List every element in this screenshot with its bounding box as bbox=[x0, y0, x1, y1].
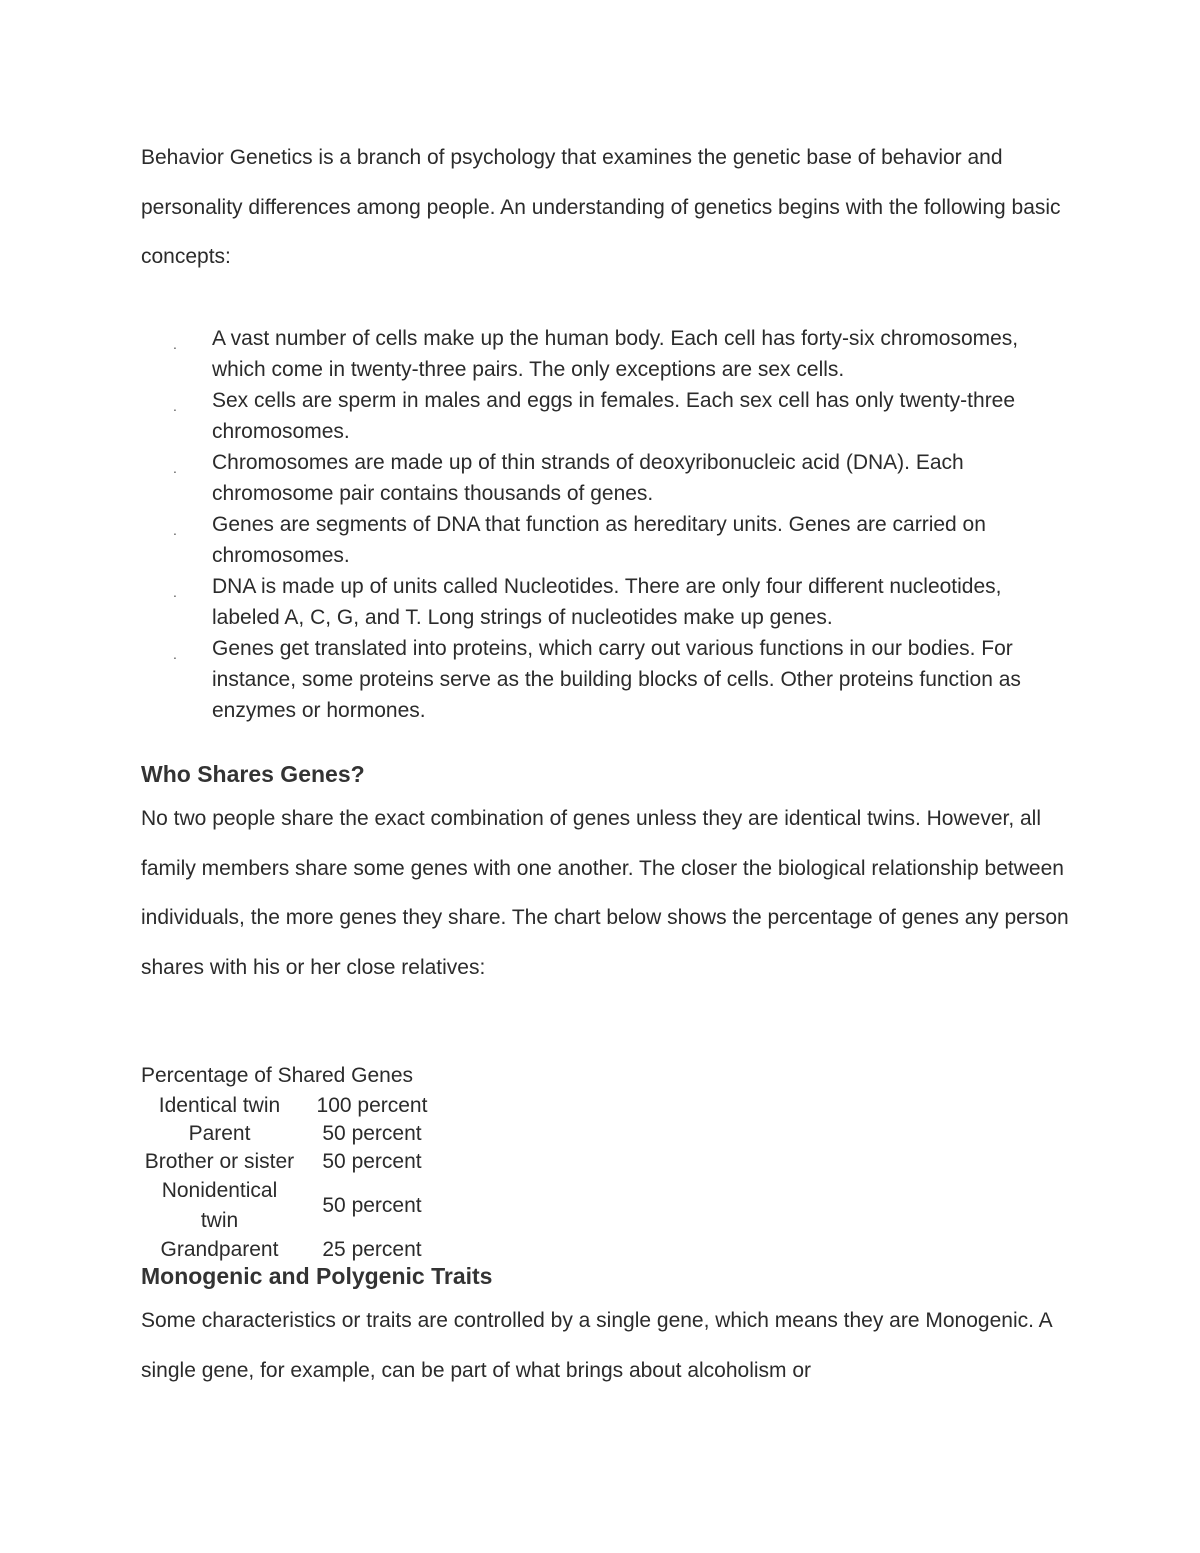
relative-cell: Parent bbox=[188, 1122, 251, 1145]
concepts-list bbox=[141, 323, 1071, 726]
list-item bbox=[141, 633, 1071, 726]
percent-cell: 25 percent bbox=[322, 1238, 422, 1261]
bullet-marker: . bbox=[173, 460, 177, 476]
bullet-marker: . bbox=[173, 398, 177, 414]
relative-cell: Grandparent bbox=[160, 1238, 279, 1261]
list-item bbox=[141, 385, 1071, 447]
table-title: Percentage of Shared Genes bbox=[141, 1064, 414, 1087]
table-row bbox=[132, 1092, 437, 1120]
list-item-text: Genes get translated into proteins, which carry out various functions in our bodies. For instance, some proteins serve as the building blocks of cells. Other proteins function as enzymes or hormones. bbox=[212, 637, 1021, 722]
list-item bbox=[141, 509, 1071, 571]
list-item bbox=[141, 447, 1071, 509]
traits-paragraph: Some characteristics or traits are controlled by a single gene, which means they are Monogenic. A single gene, for example, can be part of what brings about alcoholism or bbox=[141, 1309, 1052, 1382]
list-item-text: A vast number of cells make up the human body. Each cell has forty-six chromosomes, which come in twenty-three pairs. The only exceptions are sex cells. bbox=[212, 327, 1019, 381]
list-item-text: Chromosomes are made up of thin strands of deoxyribonucleic acid (DNA). Each chromosome pair contains thousands of genes. bbox=[212, 451, 964, 505]
shared-genes-table bbox=[132, 1092, 437, 1264]
section-heading-who-shares-genes: Who Shares Genes? bbox=[141, 761, 365, 787]
list-item-text: DNA is made up of units called Nucleotides. There are only four different nucleotides, labeled A, C, G, and T. Long strings of nucleotides make up genes. bbox=[212, 575, 1002, 629]
relative-cell: Brother or sister bbox=[144, 1150, 295, 1173]
list-item-text: Sex cells are sperm in males and eggs in females. Each sex cell has only twenty-three chromosomes. bbox=[212, 389, 1016, 443]
list-item-text: Genes are segments of DNA that function as hereditary units. Genes are carried on chromosomes. bbox=[212, 513, 986, 567]
percent-cell: 50 percent bbox=[322, 1150, 422, 1173]
list-item bbox=[141, 323, 1071, 385]
list-item bbox=[141, 571, 1071, 633]
table-row bbox=[132, 1148, 437, 1176]
table-row bbox=[132, 1120, 437, 1148]
table-row bbox=[132, 1176, 437, 1236]
bullet-marker: . bbox=[173, 584, 177, 600]
bullet-marker: . bbox=[173, 646, 177, 662]
percent-cell: 50 percent bbox=[322, 1122, 422, 1145]
percent-cell: 100 percent bbox=[316, 1094, 428, 1117]
percent-cell: 50 percent bbox=[322, 1194, 422, 1217]
relative-cell: Identical twin bbox=[158, 1094, 281, 1117]
relative-cell: Nonidentical twin bbox=[161, 1179, 278, 1232]
bullet-marker: . bbox=[173, 336, 177, 352]
who-shares-paragraph: No two people share the exact combination of genes unless they are identical twins. However, all family members share some genes with one another. The closer the biological relationship between individuals, the more genes they share. The chart below shows the percentage of genes any person shares with his or her close relatives: bbox=[141, 807, 1069, 979]
section-heading-monogenic-polygenic: Monogenic and Polygenic Traits bbox=[141, 1263, 493, 1289]
bullet-marker: . bbox=[173, 522, 177, 538]
intro-paragraph: Behavior Genetics is a branch of psychology that examines the genetic base of behavior and personality differences among people. An understanding of genetics begins with the following basic concepts: bbox=[141, 146, 1061, 268]
table-row bbox=[132, 1236, 437, 1264]
